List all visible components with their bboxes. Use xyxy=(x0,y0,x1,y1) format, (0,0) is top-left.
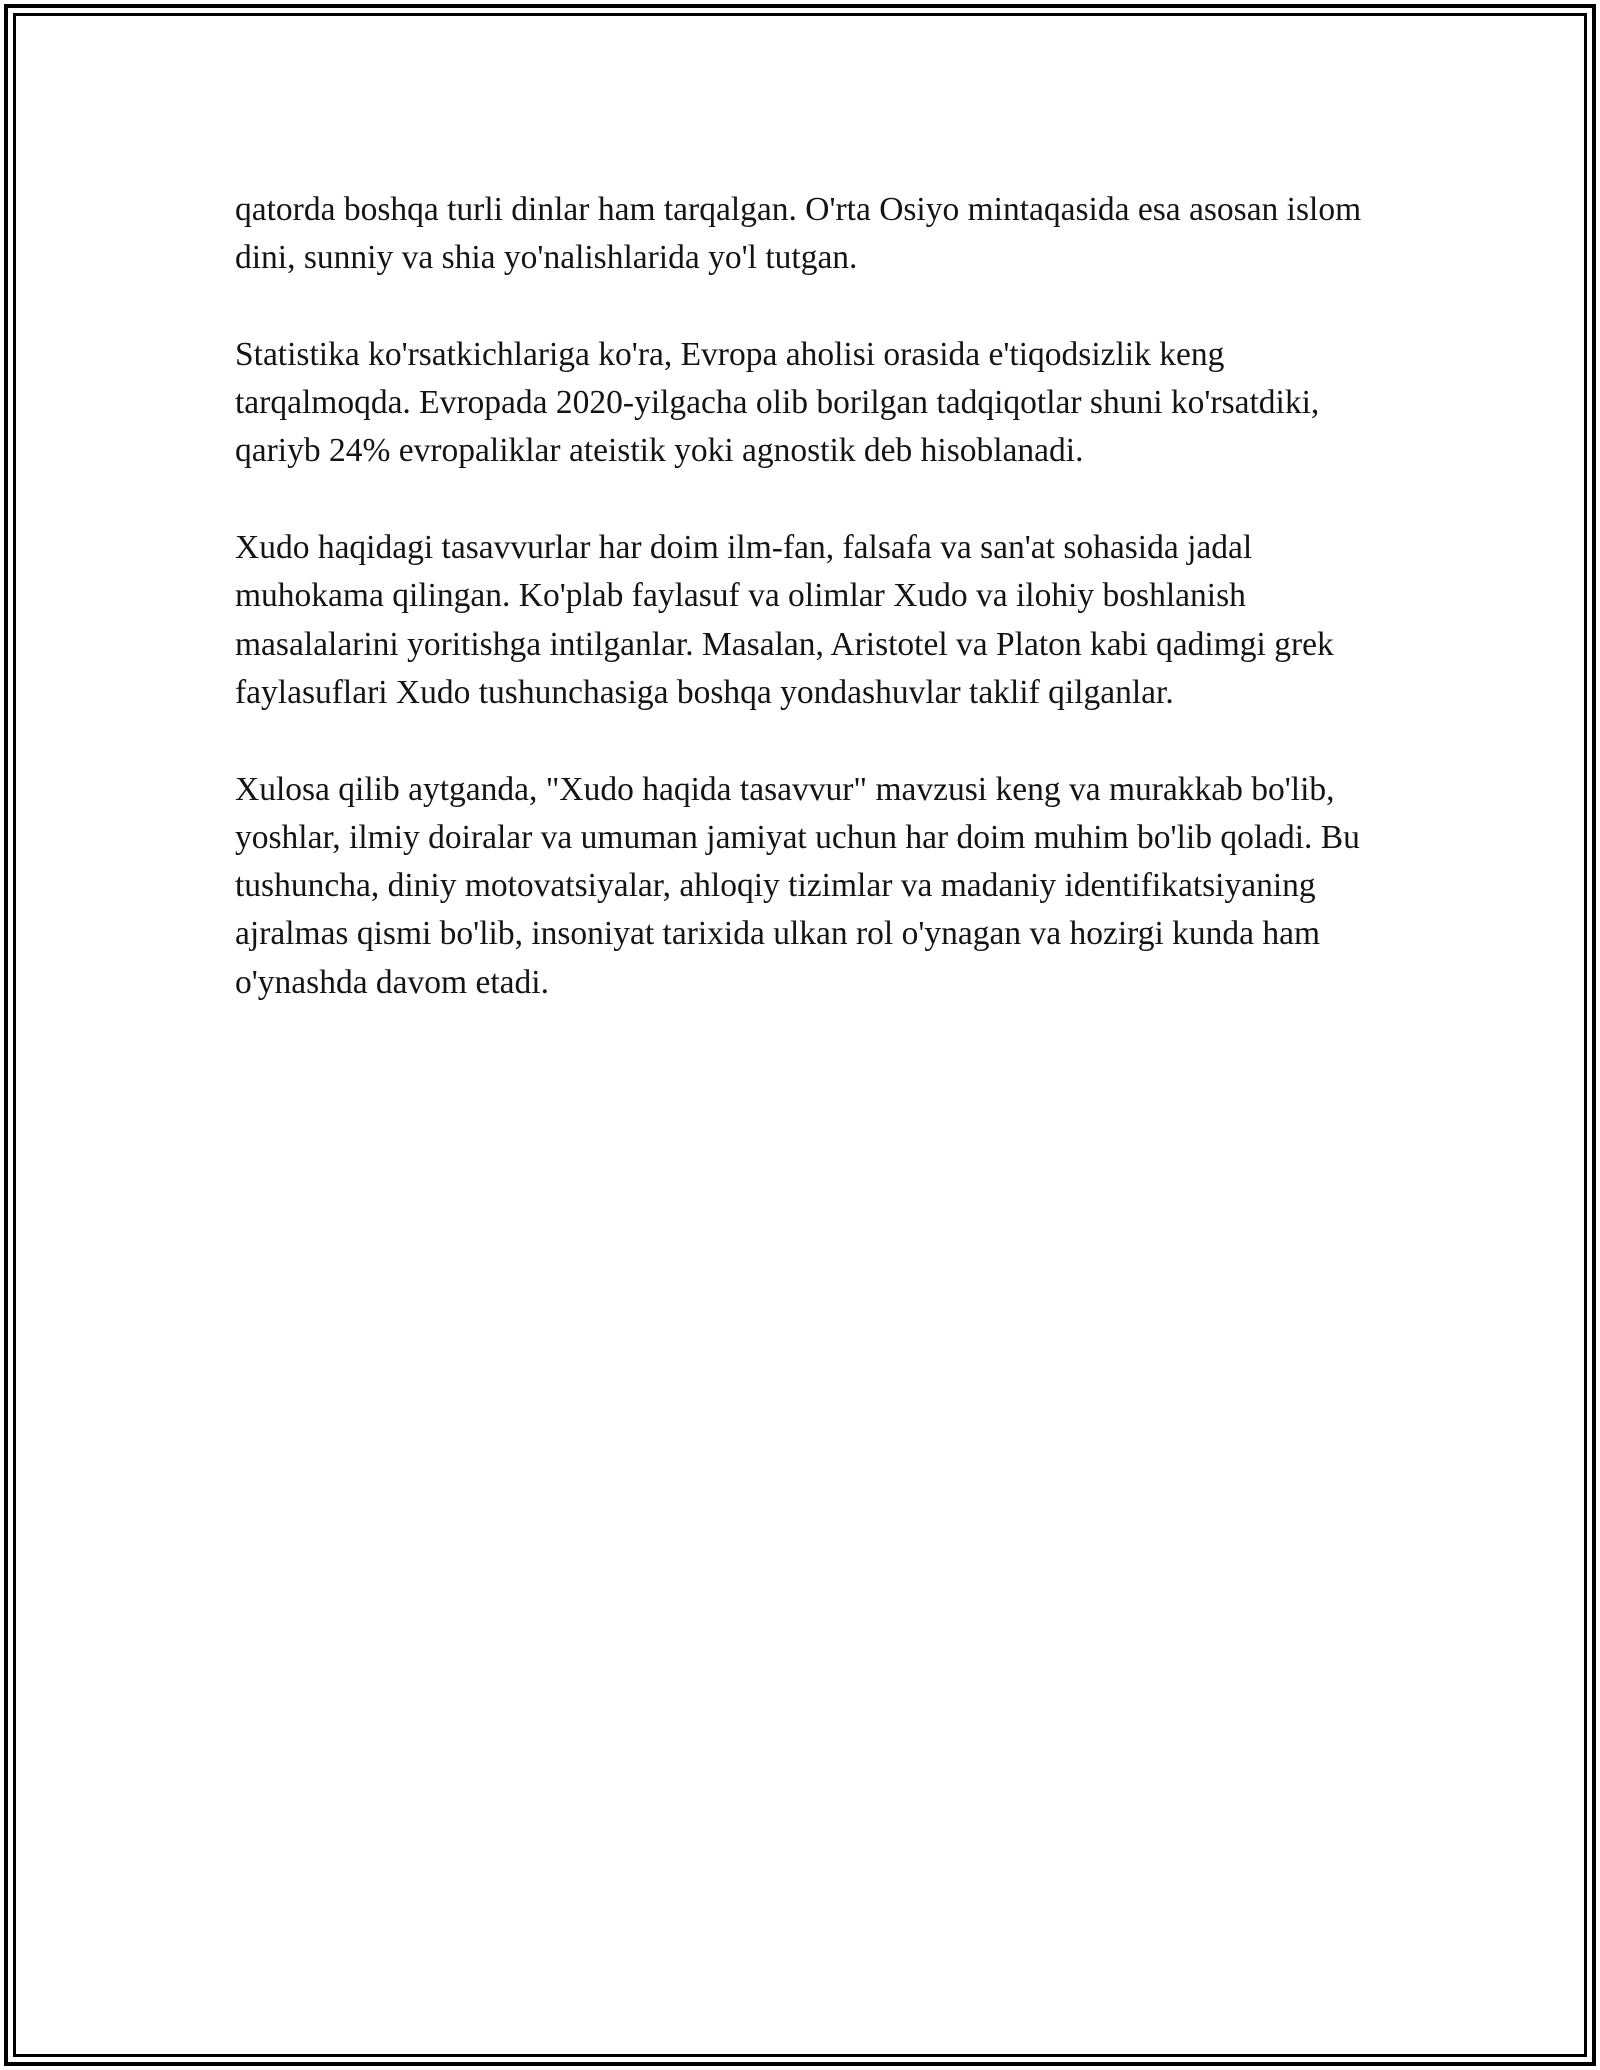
paragraph-3: Xudo haqidagi tasavvurlar har doim ilm-fan, falsafa va san'at sohasida jadal muhokama qilingan. Ko'plab faylasuf va olimlar Xudo va ilohiy boshlanish masalalarini yoritishga intilganlar. Masalan, Aristotel va Platon kabi qadimgi grek faylasuflari Xudo tushunchasiga boshqa yondashuvlar taklif qilganlar. xyxy=(235,529,1334,711)
paragraph-1: qatorda boshqa turli dinlar ham tarqalgan. O'rta Osiyo mintaqasida esa asosan islom dini, sunniy va shia yo'nalishlarida yo'l tutgan. xyxy=(235,191,1362,277)
document-body xyxy=(235,186,1375,1055)
paragraph-4: Xulosa qilib aytganda, "Xudo haqida tasavvur" mavzusi keng va murakkab bo'lib, yoshlar, ilmiy doiralar va umuman jamiyat uchun har doim muhim bo'lib qoladi. Bu tushuncha, diniy motovatsiyalar, ahloqiy tizimlar va madaniy identifikatsiyaning ajralmas qismi bo'lib, insoniyat tarixida ulkan rol o'ynagan va hozirgi kunda ham o'ynashda davom etadi. xyxy=(235,770,1360,1001)
paragraph-2: Statistika ko'rsatkichlariga ko'ra, Evropa aholisi orasida e'tiqodsizlik keng tarqalmoqda. Evropada 2020-yilgacha olib borilgan tadqiqotlar shuni ko'rsatdiki, qariyb 24% evropaliklar ateistik yoki agnostik deb hisoblanadi. xyxy=(235,335,1320,470)
